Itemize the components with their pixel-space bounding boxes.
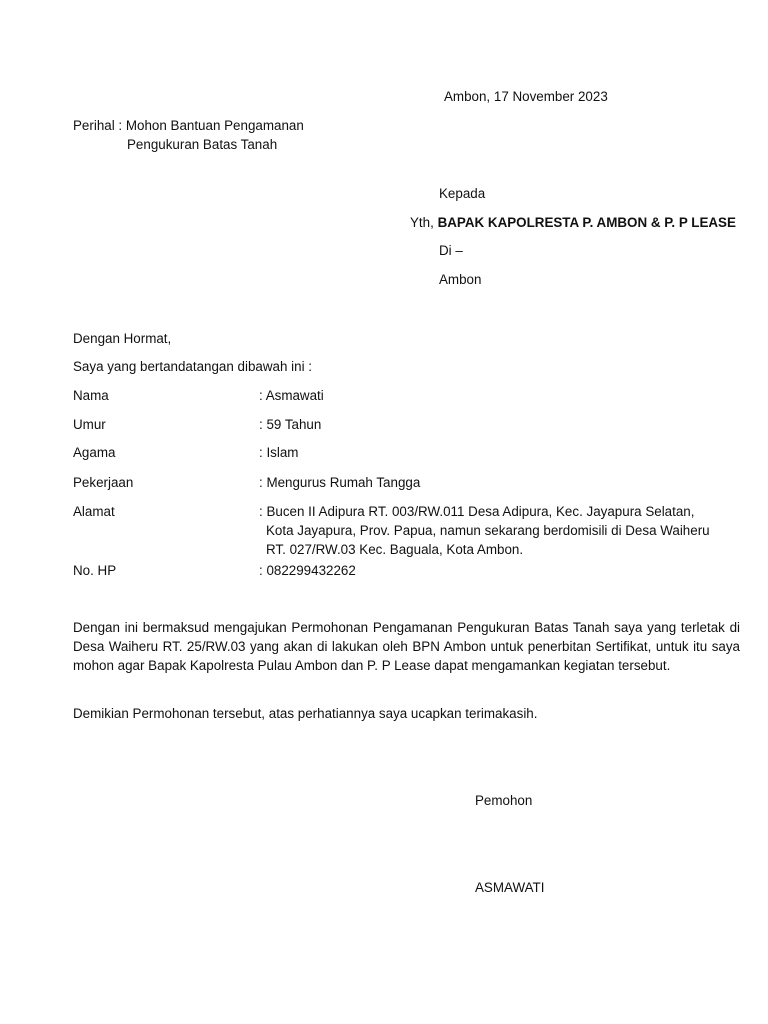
address-line-1: : Bucen II Adipura RT. 003/RW.011 Desa Adipura, Kec. Jayapura Selatan, — [259, 504, 695, 519]
subject-line-2: Pengukuran Batas Tanah — [127, 137, 278, 152]
closing-text: Demikian Permohonan tersebut, atas perhatiannya saya ucapkan terimakasih. — [73, 706, 538, 721]
field-label: No. HP — [73, 563, 117, 578]
field-label: Agama — [73, 445, 116, 460]
address-value — [259, 502, 710, 559]
recipient-kepada: Kepada — [439, 186, 486, 201]
field-label: Pekerjaan — [73, 475, 134, 490]
recipient-line — [410, 213, 736, 232]
subject-line-1: Perihal : Mohon Bantuan Pengamanan — [73, 118, 304, 133]
field-value: : Islam — [259, 445, 299, 460]
field-value: : Mengurus Rumah Tangga — [259, 475, 421, 490]
field-value: : 59 Tahun — [259, 417, 322, 432]
field-label: Nama — [73, 388, 109, 403]
recipient-yth: Yth, — [410, 215, 434, 230]
signature-title: Pemohon — [475, 793, 533, 808]
recipient-city: Ambon — [439, 272, 482, 287]
field-label: Umur — [73, 417, 106, 432]
recipient-name: BAPAK KAPOLRESTA P. AMBON & P. P LEASE — [437, 215, 736, 230]
intro-text: Saya yang bertandatangan dibawah ini : — [73, 359, 312, 374]
field-value: : 082299432262 — [259, 563, 356, 578]
body-paragraph: Dengan ini bermaksud mengajukan Permohonan Pengamanan Pengukuran Batas Tanah saya yang terletak di Desa Waiheru RT. 25/RW.03 yang akan di lakukan oleh BPN Ambon untuk penerbitan Sertifikat, untuk itu saya mohon agar Bapak Kapolresta Pulau Ambon dan P. P Lease dapat mengamankan kegiatan tersebut. — [73, 620, 740, 673]
address-line-3: RT. 027/RW.03 Kec. Baguala, Kota Ambon. — [266, 542, 524, 557]
field-label: Alamat — [73, 504, 115, 519]
field-value: : Asmawati — [259, 388, 324, 403]
address-line-2: Kota Jayapura, Prov. Papua, namun sekarang berdomisili di Desa Waiheru — [266, 523, 710, 538]
recipient-di: Di – — [439, 243, 463, 258]
signature-name: ASMAWATI — [475, 880, 545, 895]
greeting: Dengan Hormat, — [73, 331, 172, 346]
place-date: Ambon, 17 November 2023 — [444, 89, 608, 104]
